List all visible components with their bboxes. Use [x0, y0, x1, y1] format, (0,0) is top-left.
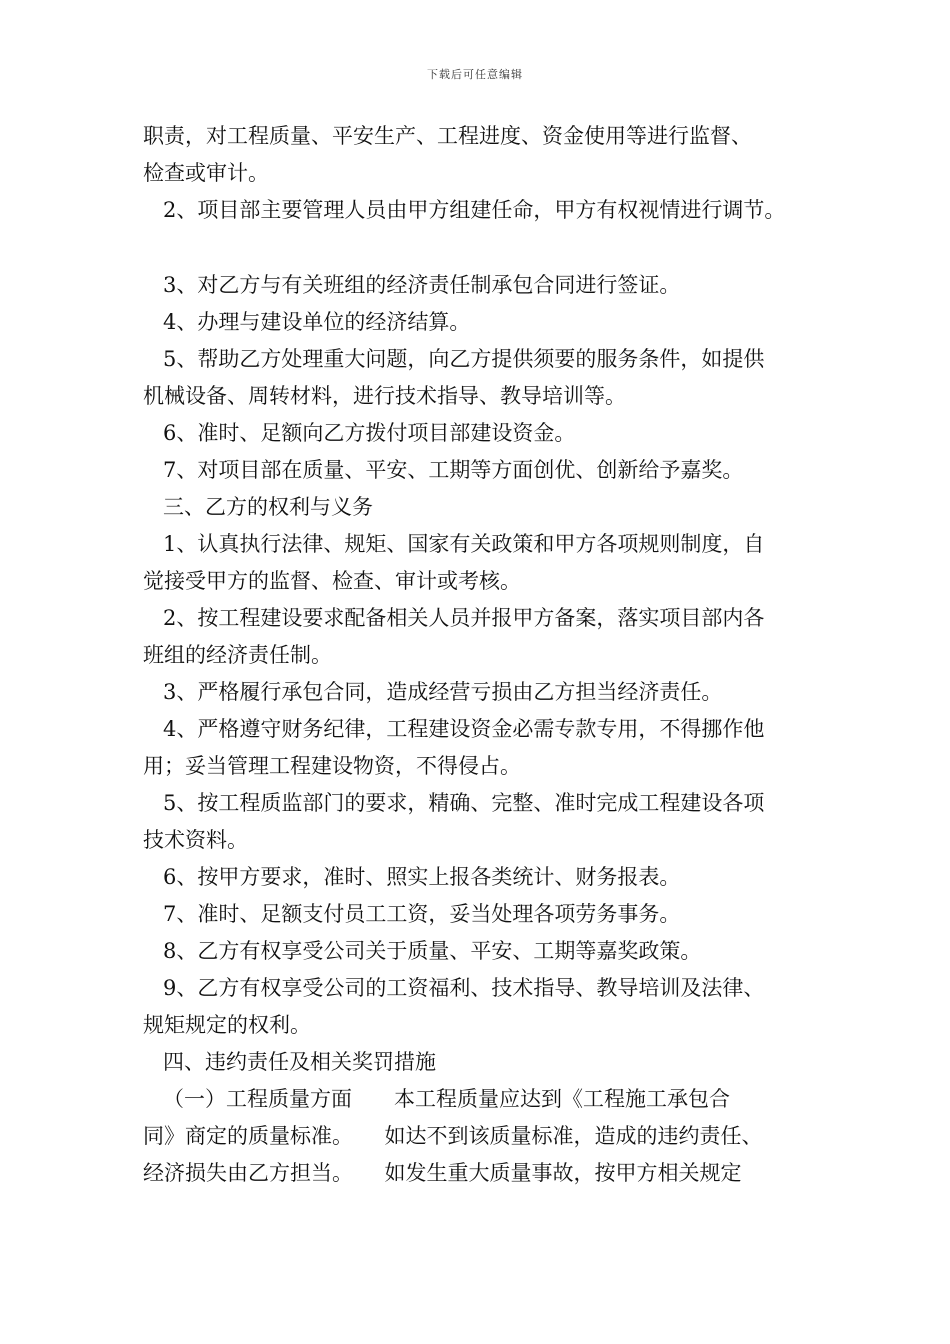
list-item: 3、对乙方与有关班组的经济责任制承包合同进行签证。 [163, 273, 681, 297]
text-line: 规矩规定的权利。 [143, 1013, 311, 1037]
list-item: 2、按工程建设要求配备相关人员并报甲方备案，落实项目部内各 [163, 606, 765, 630]
paragraph-gap [143, 229, 823, 267]
list-item: 5、帮助乙方处理重大问题，向乙方提供须要的服务条件，如提供 [163, 347, 765, 371]
text-line: 班组的经济责任制。 [143, 643, 332, 667]
list-item: 4、办理与建设单位的经济结算。 [163, 310, 471, 334]
list-item: 7、准时、足额支付员工工资，妥当处理各项劳务事务。 [163, 902, 681, 926]
list-item: 5、按工程质监部门的要求，精确、完整、准时完成工程建设各项 [163, 791, 765, 815]
page-header-note: 下载后可任意编辑 [427, 68, 523, 81]
list-item: 8、乙方有权享受公司关于质量、平安、工期等嘉奖政策。 [163, 939, 702, 963]
text-line: 技术资料。 [143, 828, 248, 852]
list-item: 9、乙方有权享受公司的工资福利、技术指导、教导培训及法律、 [163, 976, 765, 1000]
list-item: 1、认真执行法律、规矩、国家有关政策和甲方各项规则制度，自 [163, 532, 765, 556]
text-line: 经济损失由乙方担当。 如发生重大质量事故，按甲方相关规定 [143, 1161, 742, 1185]
text-line: 同》商定的质量标准。 如达不到该质量标准，造成的违约责任、 [143, 1124, 763, 1148]
subsection-text: （一）工程质量方面 本工程质量应达到《工程施工承包合 [163, 1087, 730, 1111]
list-item: 4、严格遵守财务纪律，工程建设资金必需专款专用，不得挪作他 [163, 717, 765, 741]
list-item: 2、项目部主要管理人员由甲方组建任命，甲方有权视情进行调节。 [163, 198, 786, 222]
section-heading: 四、违约责任及相关奖罚措施 [163, 1050, 436, 1074]
text-line: 检查或审计。 [143, 161, 269, 185]
list-item: 3、严格履行承包合同，造成经营亏损由乙方担当经济责任。 [163, 680, 723, 704]
list-item: 7、对项目部在质量、平安、工期等方面创优、创新给予嘉奖。 [163, 458, 744, 482]
text-line: 职责，对工程质量、平安生产、工程进度、资金使用等进行监督、 [143, 124, 752, 148]
text-line: 用；妥当管理工程建设物资，不得侵占。 [143, 754, 521, 778]
text-line: 机械设备、周转材料，进行技术指导、教导培训等。 [143, 384, 626, 408]
list-item: 6、按甲方要求，准时、照实上报各类统计、财务报表。 [163, 865, 681, 889]
section-heading: 三、乙方的权利与义务 [163, 495, 373, 519]
document-body [143, 118, 823, 1192]
text-line: 觉接受甲方的监督、检查、审计或考核。 [143, 569, 521, 593]
list-item: 6、准时、足额向乙方拨付项目部建设资金。 [163, 421, 576, 445]
